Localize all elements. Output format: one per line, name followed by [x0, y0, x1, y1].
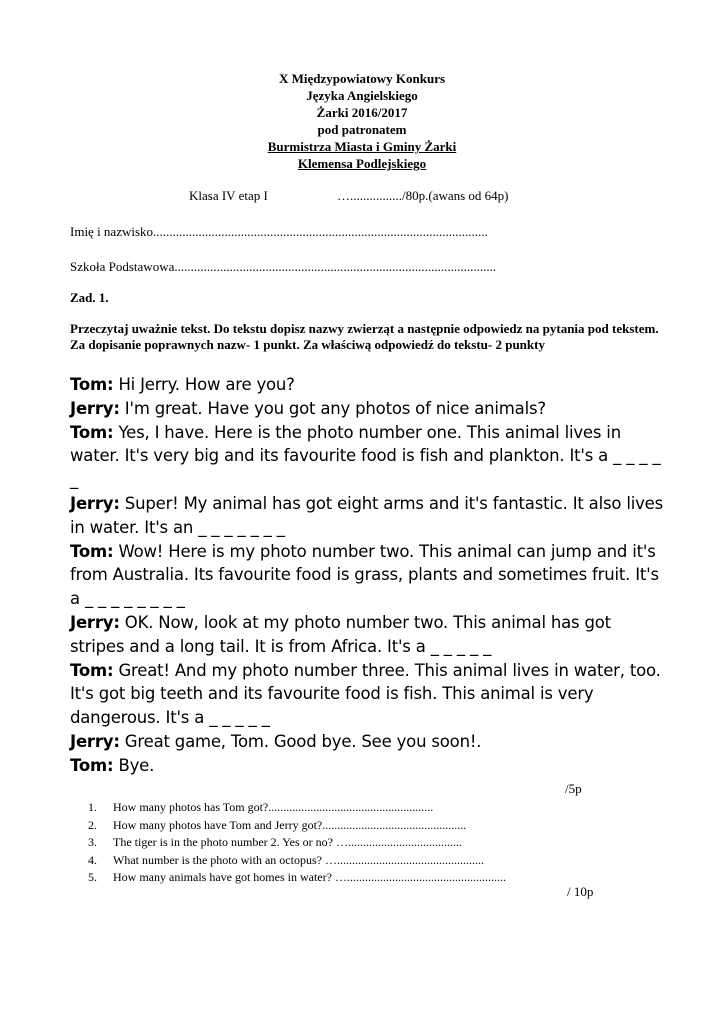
question-text: What number is the photo with an octopus? …................................................. — [113, 852, 484, 867]
dialogue-speech: Yes, I have. Here is the photo number one. This animal lives in water. It's very big and its favourite food is fish and plankton. It's a _ _ _ _ _ — [70, 422, 661, 490]
points-10: / 10p — [567, 884, 594, 899]
speaker-name: Tom: — [70, 422, 114, 442]
points-5: /5p — [565, 781, 582, 796]
speaker-name: Tom: — [70, 375, 114, 394]
speaker-name: Tom: — [70, 755, 114, 775]
dialogue-line — [70, 492, 670, 540]
dialogue-speech: Great! And my photo number three. This animal lives in water, too. It's got big teeth and its favourite food is fish. This animal is very dangerous. It's a _ _ _ _ _ — [70, 660, 661, 728]
dialogue-line — [70, 659, 670, 730]
dialogue-speech: OK. Now, look at my photo number two. This animal has got stripes and a long tail. It is from Africa. It's a _ _ _ _ _ — [70, 612, 611, 656]
speaker-name: Jerry: — [70, 731, 120, 751]
task-title: Zad. 1. — [70, 290, 109, 305]
dialogue-line — [70, 373, 670, 397]
contest-header — [0, 70, 724, 172]
dialogue-line — [70, 754, 670, 778]
class-stage-label: Klasa IV etap I — [189, 188, 268, 203]
question-text: How many animals have got homes in water? …..................................................... — [113, 870, 506, 884]
header-line-5: Burmistrza Miasta i Gminy Żarki — [267, 139, 457, 154]
dialogue-line — [70, 540, 670, 611]
name-field: Imię i nazwisko....................................................................................................... — [70, 224, 488, 239]
school-field: Szkoła Podstawowa................................................................................................... — [70, 259, 497, 274]
question-item — [88, 869, 506, 887]
question-item — [88, 852, 506, 870]
question-item — [88, 799, 506, 817]
speaker-name: Tom: — [70, 541, 114, 561]
question-number: 5. — [88, 870, 97, 884]
header-line-6: Klemensa Podlejskiego — [297, 156, 427, 171]
question-number: 1. — [88, 800, 97, 814]
question-number: 4. — [88, 852, 97, 867]
question-text: The tiger is in the photo number 2. Yes or no? …...................................... — [113, 835, 462, 849]
header-line-4: pod patronatem — [317, 122, 407, 137]
task-instruction: Przeczytaj uważnie tekst. Do tekstu dopisz nazwy zwierząt a następnie odpowiedz na pytania pod tekstem. Za dopisanie poprawnych nazw- 1 punkt. Za właściwą odpowiedź do tekstu- 2 punkty — [70, 321, 659, 352]
score-field: …................/80p.(awans od 64p) — [337, 188, 509, 203]
speaker-name: Tom: — [70, 660, 114, 680]
speaker-name: Jerry: — [70, 493, 120, 513]
dialogue-speech: Great game, Tom. Good bye. See you soon!. — [119, 731, 482, 751]
question-number: 2. — [88, 817, 97, 832]
dialogue-line — [70, 397, 670, 421]
speaker-name: Jerry: — [70, 398, 120, 418]
question-item — [88, 834, 506, 852]
question-item — [88, 817, 506, 835]
question-text: How many photos has Tom got?....................................................... — [113, 800, 434, 814]
header-line-3: Żarki 2016/2017 — [316, 105, 408, 120]
dialogue-line — [70, 421, 670, 492]
header-line-2: Języka Angielskiego — [306, 88, 418, 103]
dialogue-text — [70, 373, 670, 778]
dialogue-speech: Hi Jerry. How are you? — [113, 375, 295, 394]
speaker-name: Jerry: — [70, 612, 120, 632]
dialogue-speech: Bye. — [113, 755, 155, 775]
question-list — [88, 799, 506, 887]
header-line-1: X Międzypowiatowy Konkurs — [278, 71, 446, 86]
dialogue-speech: Super! My animal has got eight arms and it's fantastic. It also lives in water. It's an _ _ _ _ _ _ _ — [70, 493, 663, 537]
question-number: 3. — [88, 835, 97, 849]
dialogue-speech: Wow! Here is my photo number two. This animal can jump and it's from Australia. Its favourite food is grass, plants and sometimes fruit. It's a _ _ _ _ _ _ _ _ — [70, 541, 659, 609]
question-text: How many photos have Tom and Jerry got?................................................ — [113, 817, 467, 832]
dialogue-speech: I'm great. Have you got any photos of nice animals? — [119, 398, 546, 418]
dialogue-line — [70, 611, 670, 659]
dialogue-line — [70, 730, 670, 754]
